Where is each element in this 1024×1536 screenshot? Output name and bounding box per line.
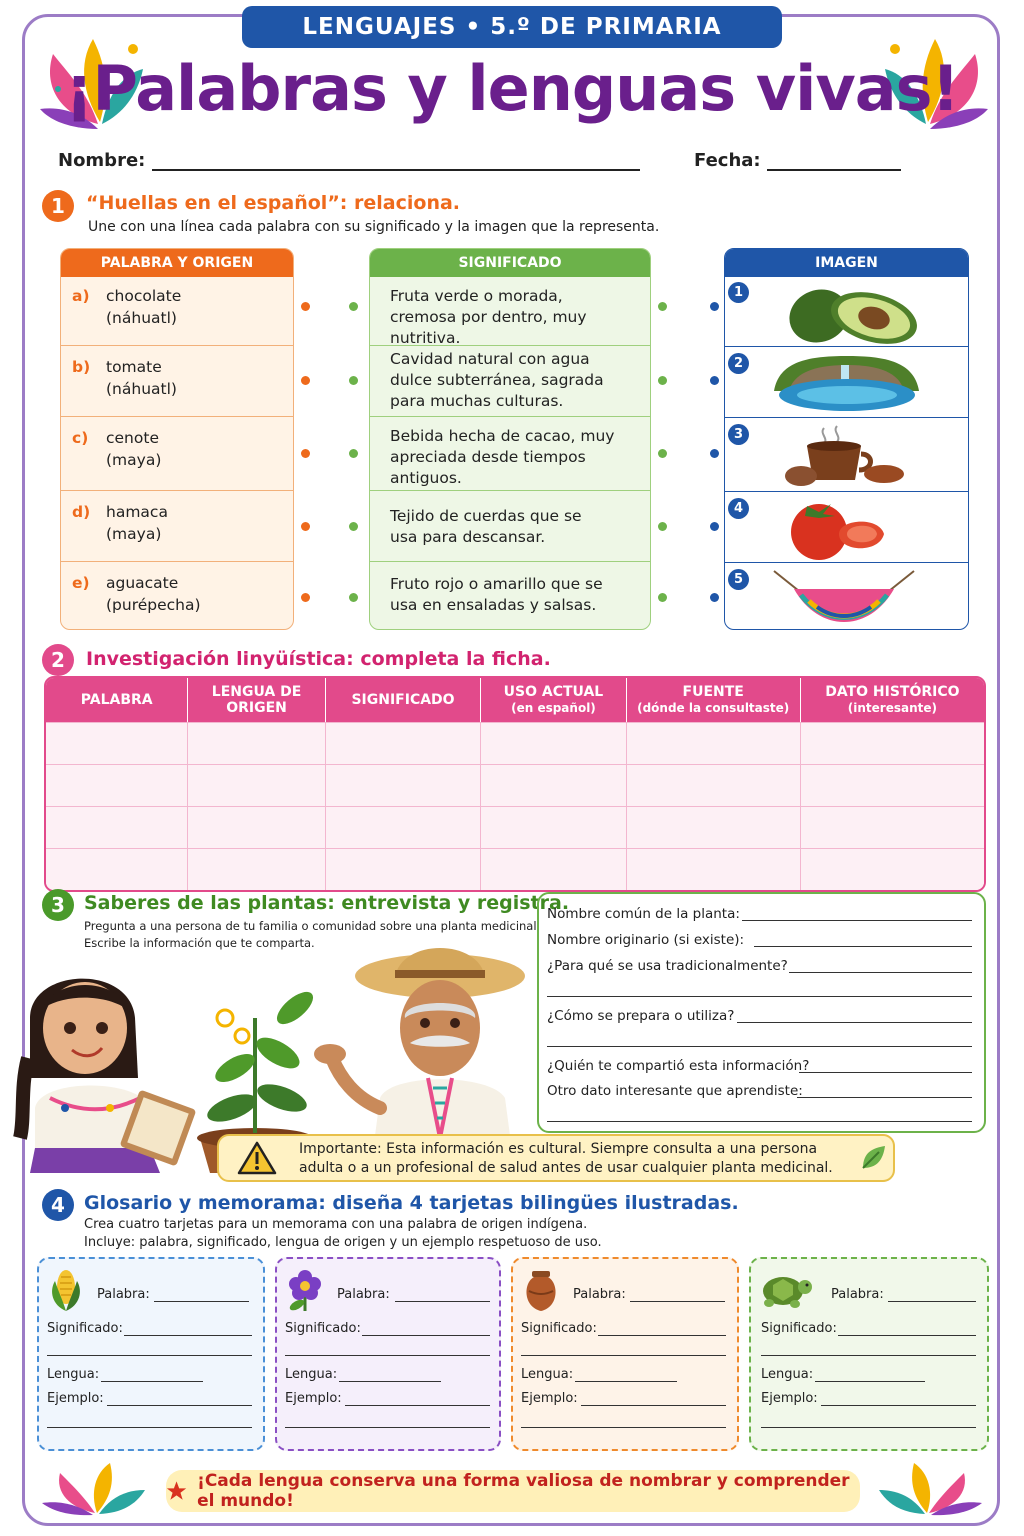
card-meaning-field-2[interactable]: [285, 1355, 490, 1356]
table-cell[interactable]: [326, 806, 482, 848]
table-cell[interactable]: [481, 722, 626, 764]
word-dot-d[interactable]: [301, 522, 310, 531]
card-language-label: Lengua:: [521, 1367, 574, 1382]
card-word-field[interactable]: [630, 1301, 725, 1302]
image-dot-2[interactable]: [710, 376, 719, 385]
table-cell[interactable]: [188, 722, 325, 764]
answer-other-fact-2[interactable]: [547, 1121, 972, 1122]
answer-preparation-2[interactable]: [547, 1046, 972, 1047]
table-cell[interactable]: [627, 806, 801, 848]
card-meaning-label: Significado:: [521, 1321, 597, 1336]
tomato-icon: [779, 494, 889, 562]
card-language-field[interactable]: [815, 1381, 925, 1382]
card-example-field[interactable]: [821, 1405, 976, 1406]
card-language-label: Lengua:: [761, 1367, 814, 1382]
section-1-number: 1: [42, 190, 74, 222]
meaning-dot-right-1[interactable]: [658, 302, 667, 311]
important-notice: [217, 1134, 895, 1182]
card-word-label: Palabra:: [573, 1287, 626, 1302]
answer-traditional-use-2[interactable]: [547, 996, 972, 997]
image-row-1: 1: [724, 276, 969, 346]
table-row: [46, 722, 984, 764]
card-language-label: Lengua:: [285, 1367, 338, 1382]
question-traditional-use: ¿Para qué se usa tradicionalmente?: [547, 958, 788, 974]
card-meaning-field-2[interactable]: [47, 1355, 252, 1356]
section-3-instructions: Pregunta a una persona de tu familia o comunidad sobre una planta medicinal. Escribe la información que te comparta.: [84, 919, 541, 950]
card-word-label: Palabra:: [97, 1287, 150, 1302]
star-icon: [166, 1479, 187, 1503]
clay-pot-icon: [521, 1267, 561, 1313]
meaning-dot-right-2[interactable]: [658, 376, 667, 385]
image-dot-1[interactable]: [710, 302, 719, 311]
section-2-number: 2: [42, 644, 74, 676]
name-row: [58, 150, 640, 171]
name-label: Nombre:: [58, 150, 146, 171]
answer-other-fact[interactable]: [797, 1097, 972, 1098]
card-meaning-label: Significado:: [285, 1321, 361, 1336]
answer-traditional-use[interactable]: [789, 972, 972, 973]
table-cell[interactable]: [326, 764, 482, 806]
section-4-instructions: Crea cuatro tarjetas para un memorama con una palabra de origen indígena. Incluye: palabra, significado, lengua de origen y un ejemplo respetuoso de uso.: [84, 1217, 602, 1250]
section-3-title: Saberes de las plantas: entrevista y registra.: [84, 892, 570, 914]
table-cell[interactable]: [801, 806, 984, 848]
page-title: ¡Palabras y lenguas vivas!: [65, 52, 959, 125]
card-meaning-field-2[interactable]: [521, 1355, 726, 1356]
card-word-field[interactable]: [395, 1301, 490, 1302]
card-language-label: Lengua:: [47, 1367, 100, 1382]
avocado-icon: [779, 280, 924, 344]
table-cell[interactable]: [188, 806, 325, 848]
card-example-field[interactable]: [581, 1405, 726, 1406]
section-1-title: “Huellas en el español”: relaciona.: [86, 192, 461, 214]
card-language-field[interactable]: [575, 1381, 677, 1382]
question-who-shared: ¿Quién te compartió esta información?: [547, 1058, 810, 1074]
footer-text: ¡Cada lengua conserva una forma valiosa de nombrar y comprender el mundo!: [197, 1471, 850, 1511]
corn-icon: [47, 1267, 85, 1313]
interview-form: [537, 892, 986, 1133]
word-row-e: e) aguacate (purépecha): [72, 574, 201, 614]
card-example-label: Ejemplo:: [285, 1391, 342, 1406]
card-meaning-label: Significado:: [47, 1321, 123, 1336]
question-original-name: Nombre originario (si existe):: [547, 932, 745, 948]
flower-icon: [285, 1267, 325, 1313]
image-dot-4[interactable]: [710, 522, 719, 531]
table-cell[interactable]: [627, 848, 801, 890]
image-dot-3[interactable]: [710, 449, 719, 458]
th-fuente: FUENTE (dónde la consultaste): [627, 678, 801, 722]
hot-chocolate-icon: [779, 422, 909, 488]
meaning-dot-right-3[interactable]: [658, 449, 667, 458]
card-example-label: Ejemplo:: [47, 1391, 104, 1406]
footer-left-flourish-icon: [40, 1458, 150, 1518]
table-cell[interactable]: [801, 764, 984, 806]
word-row-a: a) chocolate (náhuatl): [60, 276, 294, 346]
question-preparation: ¿Cómo se prepara o utiliza?: [547, 1008, 735, 1024]
table-cell[interactable]: [481, 848, 626, 890]
memory-card-4: [749, 1257, 989, 1451]
card-meaning-field-2[interactable]: [761, 1355, 976, 1356]
table-cell[interactable]: [326, 722, 482, 764]
th-significado: SIGNIFICADO: [326, 678, 482, 722]
th-palabra: PALABRA: [46, 678, 188, 722]
table-cell[interactable]: [627, 722, 801, 764]
image-row-5: 5: [724, 562, 969, 630]
footer-banner: [166, 1470, 860, 1512]
date-field[interactable]: [767, 151, 901, 171]
card-language-field[interactable]: [339, 1381, 441, 1382]
table-cell[interactable]: [188, 848, 325, 890]
meaning-dot-left-1[interactable]: [349, 302, 358, 311]
answer-who-shared[interactable]: [799, 1072, 972, 1073]
card-meaning-field[interactable]: [838, 1335, 976, 1336]
card-example-field-2[interactable]: [47, 1427, 252, 1428]
word-row-b: b) tomate (náhuatl): [60, 346, 294, 417]
card-example-field[interactable]: [107, 1405, 252, 1406]
warning-icon: [237, 1141, 277, 1175]
section-4-title: Glosario y memorama: diseña 4 tarjetas bilingües ilustradas.: [84, 1192, 739, 1214]
table-cell[interactable]: [46, 722, 188, 764]
card-example-field[interactable]: [345, 1405, 490, 1406]
image-rows: [724, 276, 969, 630]
card-word-label: Palabra:: [831, 1287, 884, 1302]
footer-right-flourish-icon: [874, 1458, 984, 1518]
table-cell[interactable]: [627, 764, 801, 806]
meaning-dot-left-3[interactable]: [349, 449, 358, 458]
card-example-label: Ejemplo:: [761, 1391, 818, 1406]
th-dato: DATO HISTÓRICO (interesante): [801, 678, 984, 722]
card-example-field-2[interactable]: [285, 1427, 490, 1428]
table-row: [46, 764, 984, 806]
card-word-label: Palabra:: [337, 1287, 390, 1302]
card-example-label: Ejemplo:: [521, 1391, 578, 1406]
card-meaning-field[interactable]: [362, 1335, 490, 1336]
memory-card-2: [275, 1257, 501, 1451]
table-cell[interactable]: [188, 764, 325, 806]
image-dot-5[interactable]: [710, 593, 719, 602]
table-cell[interactable]: [46, 806, 188, 848]
memory-card-1: [37, 1257, 265, 1451]
card-language-field[interactable]: [101, 1381, 203, 1382]
table-row: [46, 848, 984, 890]
meaning-row-3: Bebida hecha de cacao, muy apreciada desde tiempos antiguos.: [369, 417, 651, 491]
cenote-icon: [769, 351, 924, 415]
answer-original-name[interactable]: [754, 946, 972, 947]
table-cell[interactable]: [481, 806, 626, 848]
card-meaning-field[interactable]: [124, 1335, 252, 1336]
card-word-field[interactable]: [154, 1301, 249, 1302]
section-2-title: Investigación linyüística: completa la ficha.: [86, 648, 551, 670]
turtle-icon: [757, 1267, 813, 1311]
th-lengua: LENGUA DE ORIGEN: [188, 678, 325, 722]
meaning-column-header: SIGNIFICADO: [370, 249, 650, 277]
research-table-header: [46, 678, 984, 722]
word-row-d: d) hamaca (maya): [60, 491, 294, 562]
table-cell[interactable]: [801, 722, 984, 764]
meaning-dot-left-2[interactable]: [349, 376, 358, 385]
question-plant-name: Nombre común de la planta:: [547, 906, 740, 922]
section-3-number: 3: [42, 889, 74, 921]
meaning-row-4: Tejido de cuerdas que se usa para descansar.: [369, 491, 651, 562]
word-row-c: c) cenote (maya): [60, 417, 294, 491]
table-cell[interactable]: [46, 764, 188, 806]
image-column-header: IMAGEN: [725, 249, 968, 277]
card-meaning-label: Significado:: [761, 1321, 837, 1336]
date-row: [694, 150, 901, 171]
date-label: Fecha:: [694, 150, 761, 171]
memory-card-3: [511, 1257, 739, 1451]
section-1-instructions: Une con una línea cada palabra con su significado y la imagen que la representa.: [88, 219, 660, 235]
meaning-dot-left-5[interactable]: [349, 593, 358, 602]
card-word-field[interactable]: [888, 1301, 976, 1302]
meaning-dot-left-4[interactable]: [349, 522, 358, 531]
word-dot-e[interactable]: [301, 593, 310, 602]
table-cell[interactable]: [326, 848, 482, 890]
table-row: [46, 806, 984, 848]
question-other-fact: Otro dato interesante que aprendiste:: [547, 1083, 803, 1099]
meaning-row-5: Fruto rojo o amarillo que se usa en ensaladas y salsas.: [390, 575, 603, 614]
subject-banner: LENGUAJES • 5.º DE PRIMARIA: [242, 6, 782, 48]
answer-preparation[interactable]: [737, 1022, 972, 1023]
word-dot-a[interactable]: [301, 302, 310, 311]
hammock-icon: [769, 563, 919, 629]
card-example-field-2[interactable]: [521, 1427, 726, 1428]
table-cell[interactable]: [46, 848, 188, 890]
word-column-header: PALABRA Y ORIGEN: [61, 249, 293, 277]
image-row-2: 2: [724, 346, 969, 417]
meaning-row-1: Fruta verde o morada, cremosa por dentro, muy nutritiva.: [369, 276, 651, 346]
name-field[interactable]: [152, 151, 640, 171]
word-dot-c[interactable]: [301, 449, 310, 458]
card-meaning-field[interactable]: [598, 1335, 726, 1336]
table-cell[interactable]: [801, 848, 984, 890]
answer-plant-name[interactable]: [742, 920, 972, 921]
meaning-dot-right-4[interactable]: [658, 522, 667, 531]
girl-icon: [20, 979, 196, 1173]
important-notice-text: Importante: Esta información es cultural. Siempre consulta a una persona adulta o a un profesional de salud antes de usar cualquier planta medicinal.: [299, 1141, 833, 1176]
table-cell[interactable]: [481, 764, 626, 806]
th-uso: USO ACTUAL (en español): [481, 678, 626, 722]
meaning-row-2: Cavidad natural con agua dulce subterránea, sagrada para muchas culturas.: [369, 346, 651, 417]
card-example-field-2[interactable]: [761, 1427, 976, 1428]
leaf-icon: [859, 1144, 887, 1172]
image-row-4: 4: [724, 491, 969, 562]
section-4-number: 4: [42, 1189, 74, 1221]
image-row-3: 3: [724, 417, 969, 491]
word-dot-b[interactable]: [301, 376, 310, 385]
meaning-dot-right-5[interactable]: [658, 593, 667, 602]
research-table: [44, 676, 986, 892]
